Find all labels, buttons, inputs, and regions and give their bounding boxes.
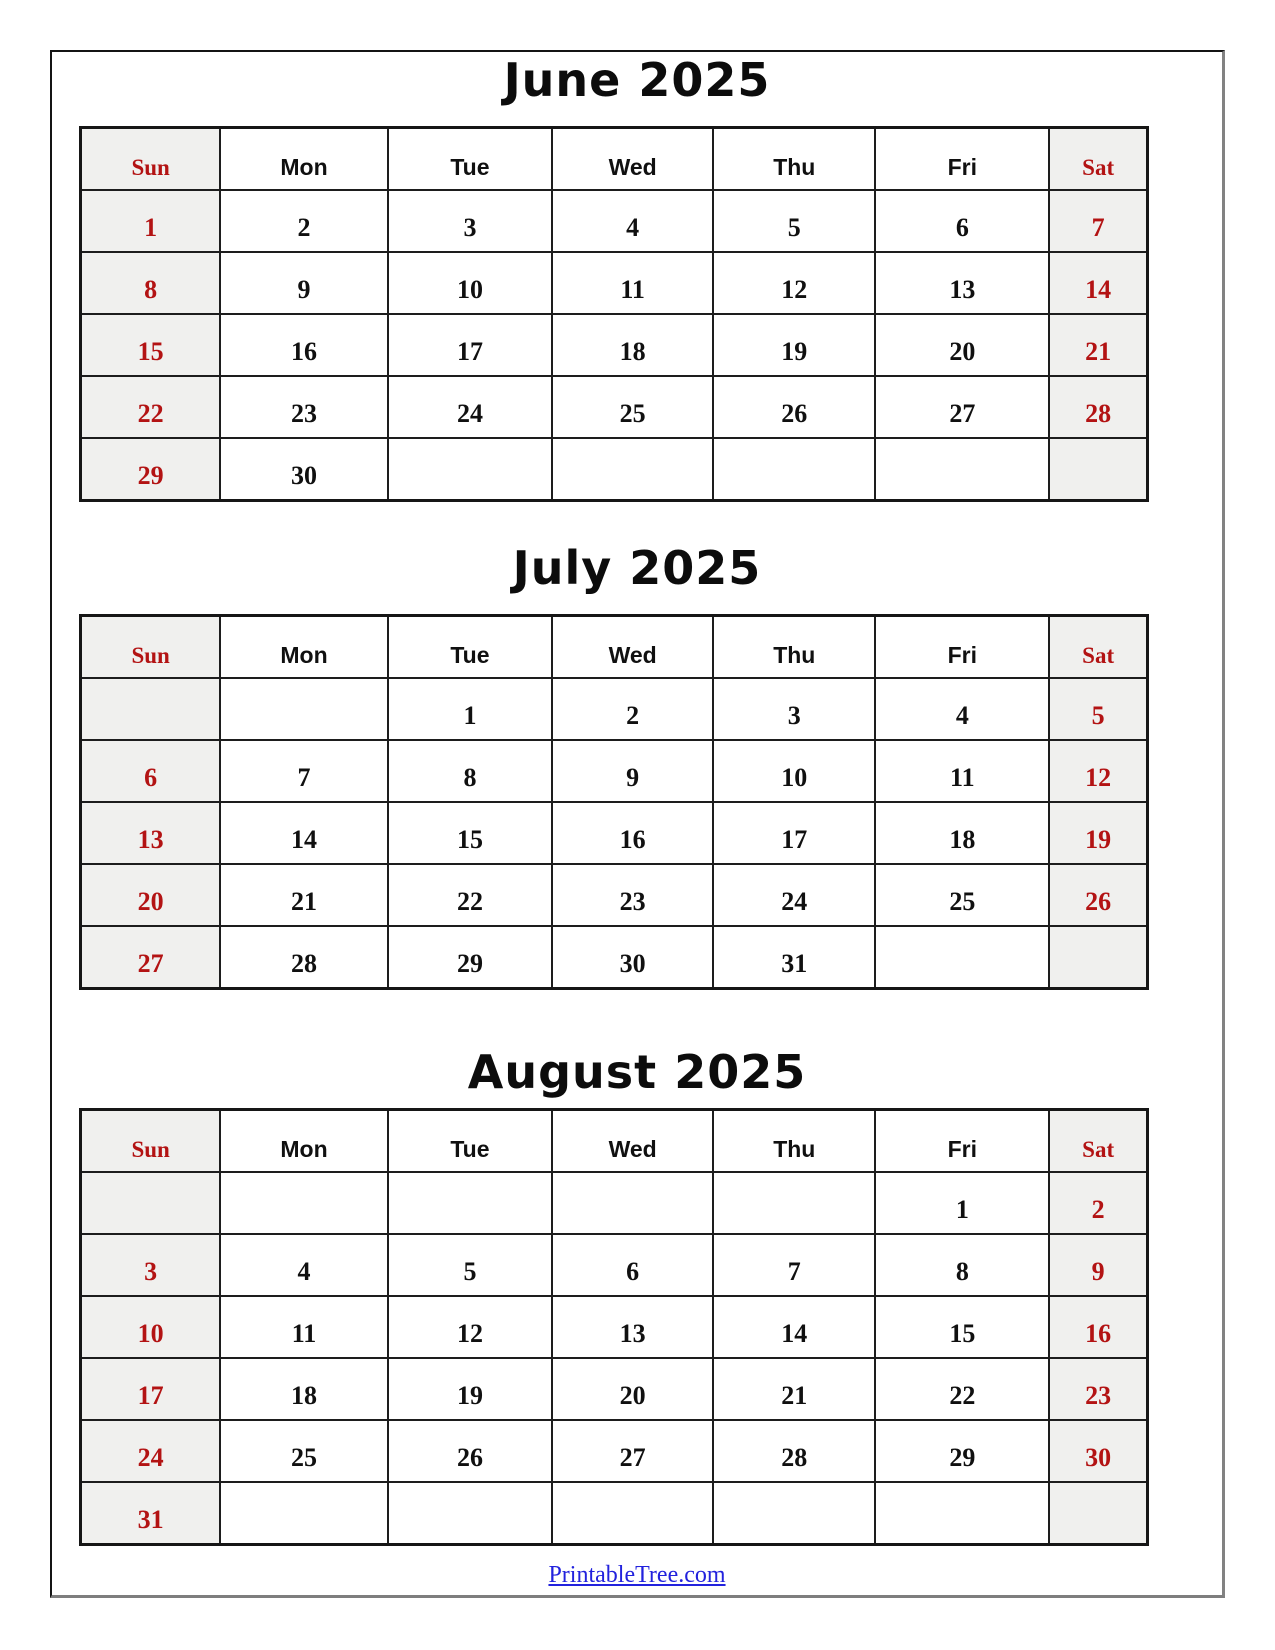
day-cell-19: 19 <box>1049 802 1147 864</box>
day-cell-2: 2 <box>1049 1172 1147 1234</box>
day-header-thu: Thu <box>713 616 875 679</box>
day-header-tue: Tue <box>388 128 552 191</box>
month-section-july <box>52 542 1222 990</box>
day-cell-empty <box>875 438 1049 501</box>
day-cell-empty <box>81 1172 221 1234</box>
day-cell-16: 16 <box>220 314 388 376</box>
day-cell-19: 19 <box>713 314 875 376</box>
day-cell-26: 26 <box>388 1420 552 1482</box>
day-cell-empty <box>713 1172 875 1234</box>
day-cell-empty <box>875 1482 1049 1545</box>
day-cell-21: 21 <box>1049 314 1147 376</box>
day-cell-empty <box>388 1172 552 1234</box>
day-cell-14: 14 <box>220 802 388 864</box>
footer <box>52 1562 1222 1589</box>
day-cell-17: 17 <box>81 1358 221 1420</box>
day-header-sun: Sun <box>81 616 221 679</box>
day-cell-24: 24 <box>713 864 875 926</box>
day-cell-26: 26 <box>1049 864 1147 926</box>
day-cell-22: 22 <box>81 376 221 438</box>
day-cell-1: 1 <box>875 1172 1049 1234</box>
day-cell-15: 15 <box>81 314 221 376</box>
day-cell-empty <box>220 678 388 740</box>
day-cell-23: 23 <box>220 376 388 438</box>
day-cell-28: 28 <box>220 926 388 989</box>
day-cell-9: 9 <box>220 252 388 314</box>
day-cell-empty <box>81 678 221 740</box>
day-cell-11: 11 <box>552 252 713 314</box>
month-title-june: June 2025 <box>503 53 771 107</box>
day-cell-4: 4 <box>875 678 1049 740</box>
day-cell-empty <box>220 1482 388 1545</box>
week-row <box>81 438 1148 501</box>
day-cell-4: 4 <box>552 190 713 252</box>
day-header-tue: Tue <box>388 1110 552 1173</box>
day-cell-27: 27 <box>875 376 1049 438</box>
month-title-july: July 2025 <box>512 541 762 595</box>
day-header-sun: Sun <box>81 1110 221 1173</box>
day-header-sat: Sat <box>1049 1110 1147 1173</box>
day-cell-11: 11 <box>875 740 1049 802</box>
day-cell-6: 6 <box>875 190 1049 252</box>
calendar-table-july <box>79 614 1149 990</box>
day-cell-23: 23 <box>1049 1358 1147 1420</box>
day-cell-17: 17 <box>388 314 552 376</box>
day-cell-11: 11 <box>220 1296 388 1358</box>
day-cell-16: 16 <box>1049 1296 1147 1358</box>
day-header-wed: Wed <box>552 616 713 679</box>
day-header-fri: Fri <box>875 1110 1049 1173</box>
day-cell-14: 14 <box>1049 252 1147 314</box>
day-cell-10: 10 <box>81 1296 221 1358</box>
day-header-sat: Sat <box>1049 128 1147 191</box>
day-cell-7: 7 <box>713 1234 875 1296</box>
day-cell-29: 29 <box>81 438 221 501</box>
footer-link[interactable]: PrintableTree.com <box>548 1562 726 1588</box>
day-cell-7: 7 <box>220 740 388 802</box>
day-cell-31: 31 <box>713 926 875 989</box>
day-header-sat: Sat <box>1049 616 1147 679</box>
day-cell-2: 2 <box>552 678 713 740</box>
day-cell-24: 24 <box>81 1420 221 1482</box>
day-cell-17: 17 <box>713 802 875 864</box>
day-cell-25: 25 <box>875 864 1049 926</box>
day-header-sun: Sun <box>81 128 221 191</box>
week-row <box>81 1358 1148 1420</box>
day-cell-13: 13 <box>81 802 221 864</box>
day-cell-29: 29 <box>875 1420 1049 1482</box>
day-cell-30: 30 <box>552 926 713 989</box>
day-cell-20: 20 <box>552 1358 713 1420</box>
day-cell-10: 10 <box>388 252 552 314</box>
day-cell-15: 15 <box>875 1296 1049 1358</box>
week-row <box>81 1482 1148 1545</box>
day-header-wed: Wed <box>552 128 713 191</box>
calendar-table-august <box>79 1108 1149 1546</box>
week-row <box>81 802 1148 864</box>
day-header-row <box>81 1110 1148 1173</box>
day-cell-16: 16 <box>552 802 713 864</box>
day-header-fri: Fri <box>875 616 1049 679</box>
day-cell-28: 28 <box>1049 376 1147 438</box>
day-cell-empty <box>552 1482 713 1545</box>
day-cell-22: 22 <box>388 864 552 926</box>
day-cell-25: 25 <box>552 376 713 438</box>
day-cell-7: 7 <box>1049 190 1147 252</box>
day-header-wed: Wed <box>552 1110 713 1173</box>
day-cell-27: 27 <box>552 1420 713 1482</box>
week-row <box>81 314 1148 376</box>
day-header-mon: Mon <box>220 616 388 679</box>
day-cell-10: 10 <box>713 740 875 802</box>
day-cell-21: 21 <box>713 1358 875 1420</box>
day-cell-24: 24 <box>388 376 552 438</box>
day-cell-empty <box>388 438 552 501</box>
day-cell-12: 12 <box>388 1296 552 1358</box>
day-cell-20: 20 <box>81 864 221 926</box>
day-cell-3: 3 <box>388 190 552 252</box>
day-header-mon: Mon <box>220 128 388 191</box>
day-cell-6: 6 <box>81 740 221 802</box>
day-cell-empty <box>1049 1482 1147 1545</box>
week-row <box>81 926 1148 989</box>
week-row <box>81 1296 1148 1358</box>
day-cell-21: 21 <box>220 864 388 926</box>
day-cell-8: 8 <box>388 740 552 802</box>
day-cell-30: 30 <box>1049 1420 1147 1482</box>
page-frame <box>50 50 1225 1598</box>
month-title-august: August 2025 <box>467 1045 807 1099</box>
day-cell-20: 20 <box>875 314 1049 376</box>
day-cell-8: 8 <box>875 1234 1049 1296</box>
day-cell-28: 28 <box>713 1420 875 1482</box>
day-cell-empty <box>875 926 1049 989</box>
day-cell-9: 9 <box>1049 1234 1147 1296</box>
day-cell-6: 6 <box>552 1234 713 1296</box>
day-cell-18: 18 <box>220 1358 388 1420</box>
calendar-table-june <box>79 126 1149 502</box>
day-cell-empty <box>1049 926 1147 989</box>
day-cell-empty <box>1049 438 1147 501</box>
day-header-tue: Tue <box>388 616 552 679</box>
week-row <box>81 190 1148 252</box>
week-row <box>81 1172 1148 1234</box>
day-header-mon: Mon <box>220 1110 388 1173</box>
day-cell-4: 4 <box>220 1234 388 1296</box>
day-cell-empty <box>552 438 713 501</box>
week-row <box>81 1234 1148 1296</box>
day-cell-25: 25 <box>220 1420 388 1482</box>
week-row <box>81 740 1148 802</box>
day-cell-26: 26 <box>713 376 875 438</box>
day-cell-5: 5 <box>713 190 875 252</box>
day-cell-13: 13 <box>552 1296 713 1358</box>
day-cell-29: 29 <box>388 926 552 989</box>
week-row <box>81 864 1148 926</box>
day-cell-14: 14 <box>713 1296 875 1358</box>
week-row <box>81 1420 1148 1482</box>
day-cell-31: 31 <box>81 1482 221 1545</box>
day-cell-empty <box>713 1482 875 1545</box>
day-header-thu: Thu <box>713 1110 875 1173</box>
day-cell-27: 27 <box>81 926 221 989</box>
day-cell-3: 3 <box>713 678 875 740</box>
day-cell-3: 3 <box>81 1234 221 1296</box>
day-cell-13: 13 <box>875 252 1049 314</box>
week-row <box>81 678 1148 740</box>
day-header-thu: Thu <box>713 128 875 191</box>
day-cell-empty <box>552 1172 713 1234</box>
day-cell-22: 22 <box>875 1358 1049 1420</box>
day-cell-empty <box>713 438 875 501</box>
month-section-june <box>52 54 1222 502</box>
day-cell-5: 5 <box>388 1234 552 1296</box>
day-cell-18: 18 <box>552 314 713 376</box>
day-cell-19: 19 <box>388 1358 552 1420</box>
day-cell-1: 1 <box>388 678 552 740</box>
month-section-august <box>52 1046 1222 1546</box>
day-header-row <box>81 616 1148 679</box>
day-cell-12: 12 <box>1049 740 1147 802</box>
week-row <box>81 376 1148 438</box>
week-row <box>81 252 1148 314</box>
day-cell-empty <box>220 1172 388 1234</box>
day-cell-empty <box>388 1482 552 1545</box>
day-cell-15: 15 <box>388 802 552 864</box>
day-cell-1: 1 <box>81 190 221 252</box>
day-cell-5: 5 <box>1049 678 1147 740</box>
day-cell-30: 30 <box>220 438 388 501</box>
day-cell-2: 2 <box>220 190 388 252</box>
day-cell-9: 9 <box>552 740 713 802</box>
day-cell-18: 18 <box>875 802 1049 864</box>
day-cell-8: 8 <box>81 252 221 314</box>
day-header-row <box>81 128 1148 191</box>
day-cell-23: 23 <box>552 864 713 926</box>
day-cell-12: 12 <box>713 252 875 314</box>
day-header-fri: Fri <box>875 128 1049 191</box>
